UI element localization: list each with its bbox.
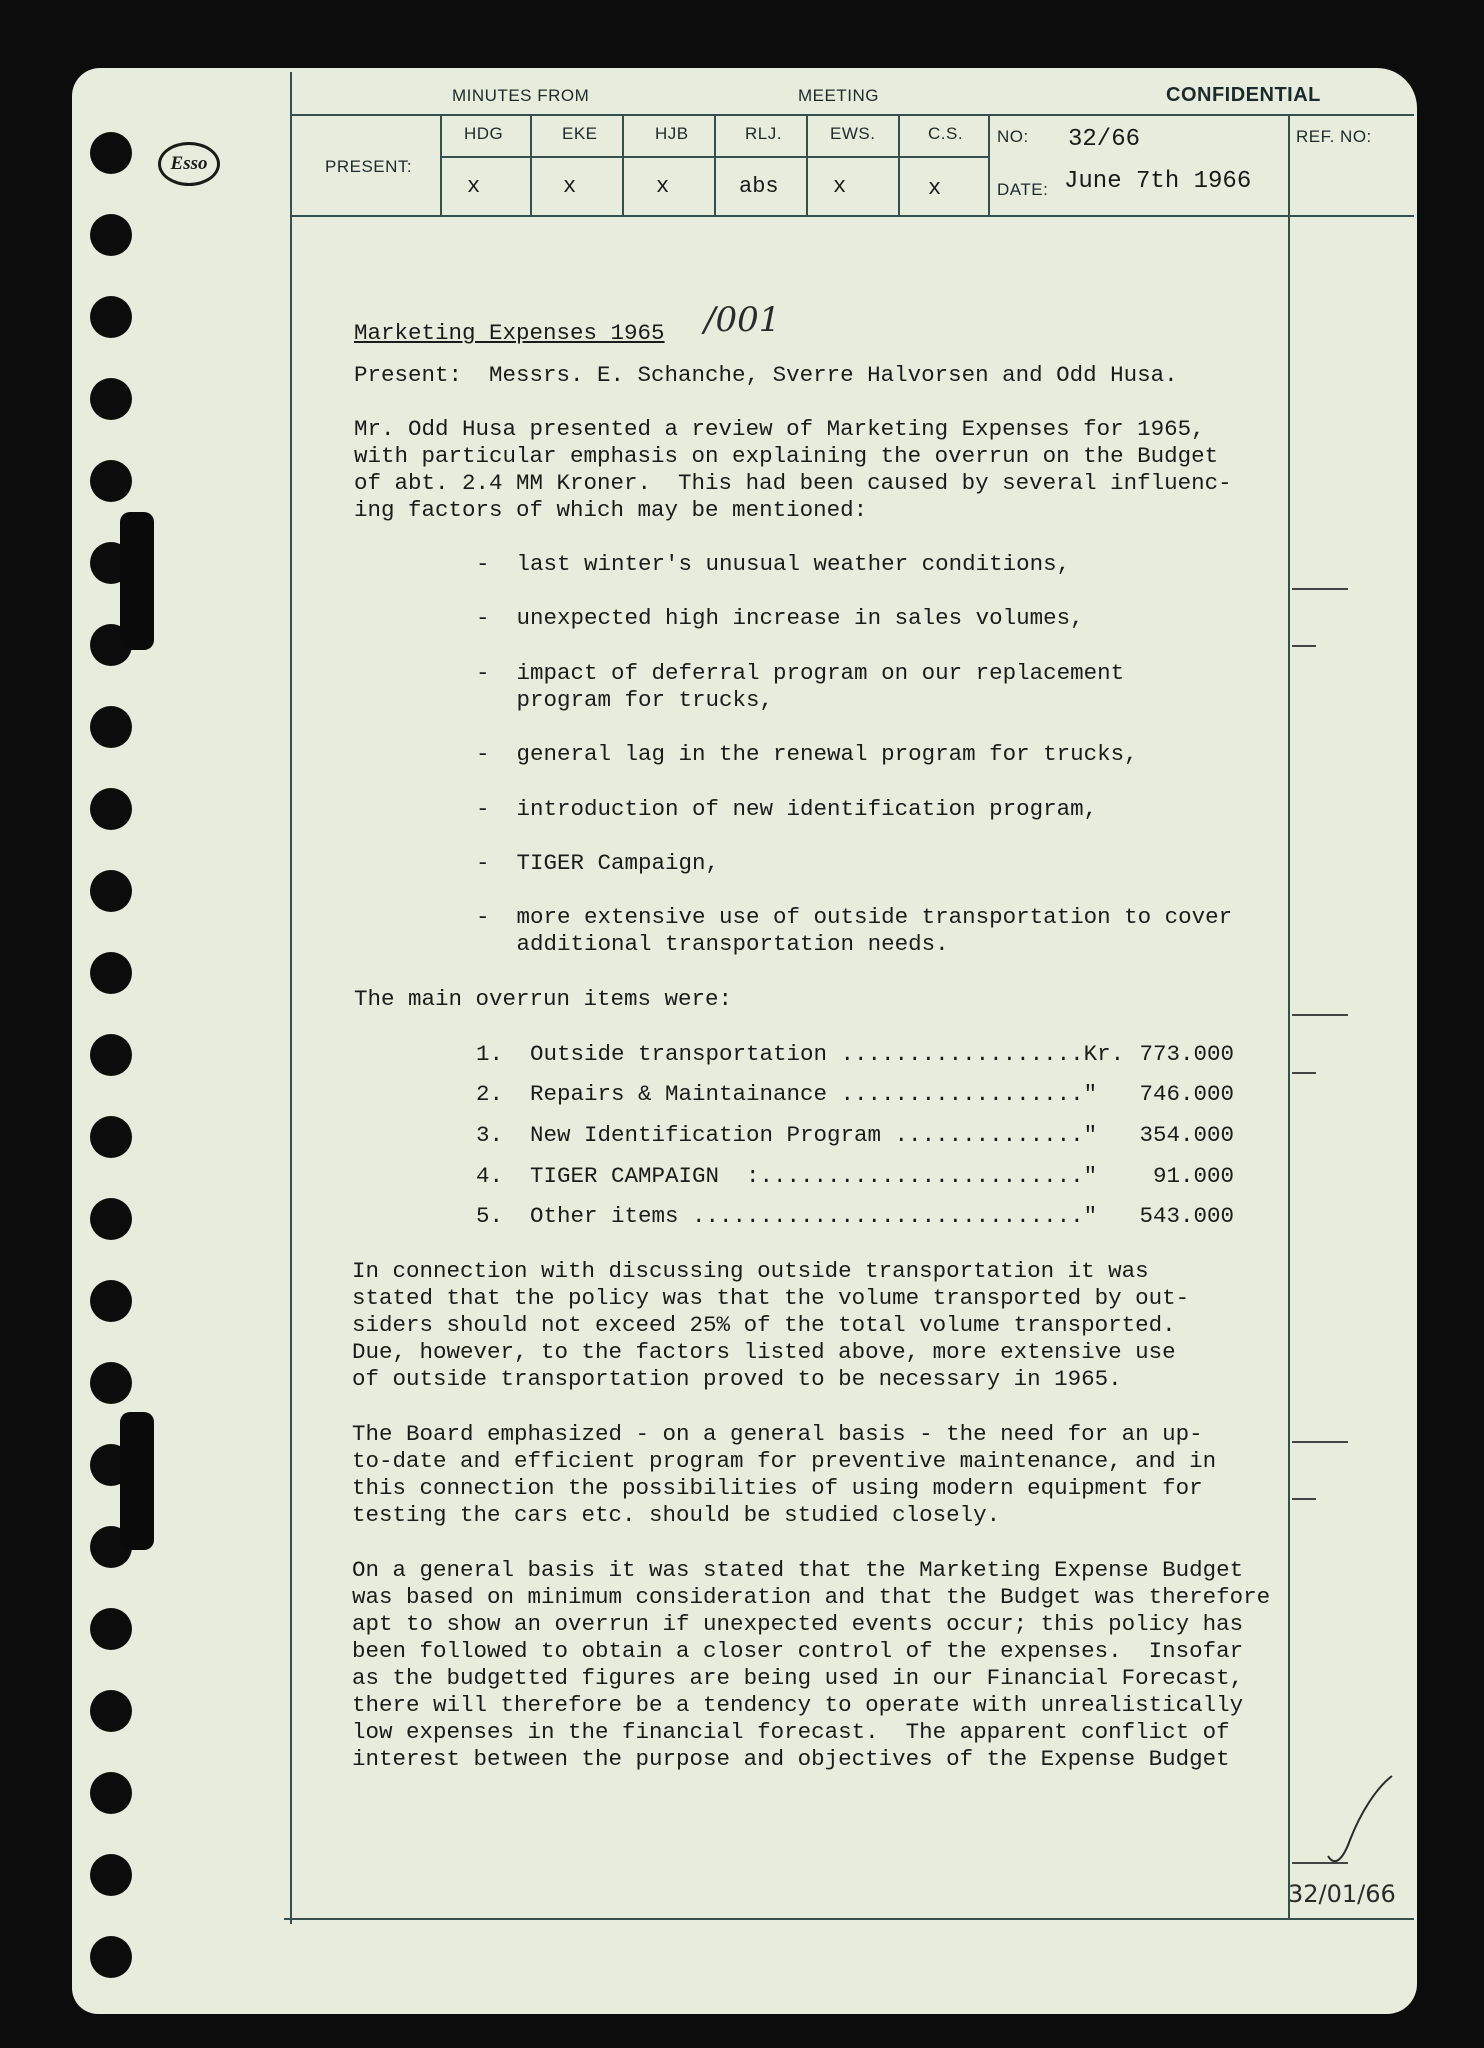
overrun-label: TIGER CAMPAIGN :........................": [530, 1163, 1098, 1189]
binder-hole: [90, 952, 132, 994]
text-line: Due, however, to the factors listed above, more extensive use: [352, 1339, 1176, 1365]
binder-hole: [90, 460, 132, 502]
attendee-initials: HDG: [464, 124, 504, 143]
attendee-initials: C.S.: [928, 124, 964, 143]
binder-hole: [90, 214, 132, 256]
overrun-label: Outside transportation ..................Kr.: [530, 1041, 1125, 1067]
binder-ring: [120, 512, 154, 650]
overrun-number: 4.: [476, 1163, 504, 1189]
text-line: In connection with discussing outside transportation it was: [352, 1258, 1149, 1284]
overrun-intro: The main overrun items were:: [354, 986, 733, 1012]
no-label: NO:: [997, 127, 1029, 146]
overrun-label: Repairs & Maintainance ..................": [530, 1081, 1098, 1107]
attendee-mark: abs: [739, 174, 779, 199]
binder-hole: [90, 870, 132, 912]
binder-hole: [90, 1854, 132, 1896]
overrun-number: 5.: [476, 1203, 504, 1229]
binder-hole: [90, 1362, 132, 1404]
text-line: On a general basis it was stated that the Marketing Expense Budget: [352, 1557, 1244, 1583]
overrun-amount: 746.000: [1139, 1081, 1234, 1107]
binder-hole: [90, 706, 132, 748]
overrun-amount: 354.000: [1139, 1122, 1234, 1148]
attendee-mark: x: [656, 174, 670, 199]
footer-ref: 32/01/66: [1288, 1880, 1396, 1908]
text-line: The Board emphasized - on a general basis - the need for an up-: [352, 1421, 1203, 1447]
binder-hole: [90, 378, 132, 420]
binder-hole: [90, 1690, 132, 1732]
text-line: this connection the possibilities of using modern equipment for: [352, 1475, 1203, 1501]
handwritten-ref: /001: [704, 300, 781, 340]
list-item: - general lag in the renewal program for trucks,: [476, 741, 1138, 767]
attendee-initials: RLJ.: [745, 124, 782, 143]
text-line: apt to show an overrun if unexpected events occur; this policy has: [352, 1611, 1244, 1637]
text-line: was based on minimum consideration and that the Budget was therefore: [352, 1584, 1271, 1610]
list-item: - impact of deferral program on our replacement program for trucks,: [476, 660, 1125, 713]
overrun-amount: 543.000: [1139, 1203, 1234, 1229]
text-line: interest between the purpose and objectives of the Expense Budget: [352, 1746, 1230, 1772]
overrun-label: New Identification Program ..............": [530, 1122, 1098, 1148]
ref-no-label: REF. NO:: [1296, 127, 1372, 146]
text-line: Mr. Odd Husa presented a review of Marketing Expenses for 1965,: [354, 416, 1205, 442]
present-label: PRESENT:: [325, 157, 413, 176]
overrun-amount: 91.000: [1152, 1163, 1234, 1189]
text-line: there will therefore be a tendency to operate with unrealistically: [352, 1692, 1244, 1718]
text-line: of outside transportation proved to be necessary in 1965.: [352, 1366, 1122, 1392]
binder-hole: [90, 788, 132, 830]
text-line: stated that the policy was that the volume transported by out-: [352, 1285, 1190, 1311]
text-line: of abt. 2.4 MM Kroner. This had been caused by several influenc-: [354, 470, 1232, 496]
overrun-number: 2.: [476, 1081, 504, 1107]
text-line: been followed to obtain a closer control of the expenses. Insofar: [352, 1638, 1244, 1664]
binder-hole: [90, 132, 132, 174]
binder-hole: [90, 1198, 132, 1240]
attendee-mark: x: [928, 176, 942, 201]
text-line: to-date and efficient program for preventive maintenance, and in: [352, 1448, 1217, 1474]
text-line: as the budgetted figures are being used in our Financial Forecast,: [352, 1665, 1244, 1691]
attendee-mark: x: [467, 174, 481, 199]
present-line: Present: Messrs. E. Schanche, Sverre Halvorsen and Odd Husa.: [354, 362, 1178, 388]
attendee-mark: x: [833, 174, 847, 199]
no-value: 32/66: [1068, 126, 1141, 153]
date-label: DATE:: [997, 180, 1049, 199]
text-line: with particular emphasis on explaining the overrun on the Budget: [354, 443, 1219, 469]
attendee-initials: HJB: [655, 124, 689, 143]
attendee-initials: EKE: [562, 124, 598, 143]
list-item: - introduction of new identification program,: [476, 796, 1098, 822]
overrun-number: 3.: [476, 1122, 504, 1148]
list-item: - TIGER Campaign,: [476, 850, 720, 876]
binder-hole: [90, 1034, 132, 1076]
overrun-amount: 773.000: [1139, 1041, 1234, 1067]
meeting-label: MEETING: [798, 86, 879, 105]
date-value: June 7th 1966: [1064, 168, 1252, 195]
confidential-label: CONFIDENTIAL: [1166, 84, 1321, 106]
overrun-label: Other items .............................": [530, 1203, 1098, 1229]
binder-hole: [90, 1280, 132, 1322]
check-mark-icon: [1320, 1770, 1400, 1870]
binder-hole: [90, 296, 132, 338]
binder-ring: [120, 1412, 154, 1550]
text-line: low expenses in the financial forecast. The apparent conflict of: [352, 1719, 1230, 1745]
minutes-from-label: MINUTES FROM: [452, 86, 590, 105]
binder-hole: [90, 1772, 132, 1814]
attendee-initials: EWS.: [830, 124, 876, 143]
attendee-mark: x: [563, 174, 577, 199]
list-item: - unexpected high increase in sales volumes,: [476, 605, 1084, 631]
binder-hole: [90, 1936, 132, 1978]
list-item: - more extensive use of outside transportation to cover additional transportation needs.: [476, 904, 1233, 957]
list-item: - last winter's unusual weather conditions,: [476, 551, 1071, 577]
section-title: Marketing Expenses 1965: [354, 320, 665, 346]
overrun-number: 1.: [476, 1041, 504, 1067]
text-line: siders should not exceed 25% of the total volume transported.: [352, 1312, 1176, 1338]
text-line: ing factors of which may be mentioned:: [354, 497, 868, 523]
text-line: testing the cars etc. should be studied closely.: [352, 1502, 1001, 1528]
esso-logo: Esso: [158, 142, 220, 186]
binder-hole: [90, 1608, 132, 1650]
binder-hole: [90, 1116, 132, 1158]
